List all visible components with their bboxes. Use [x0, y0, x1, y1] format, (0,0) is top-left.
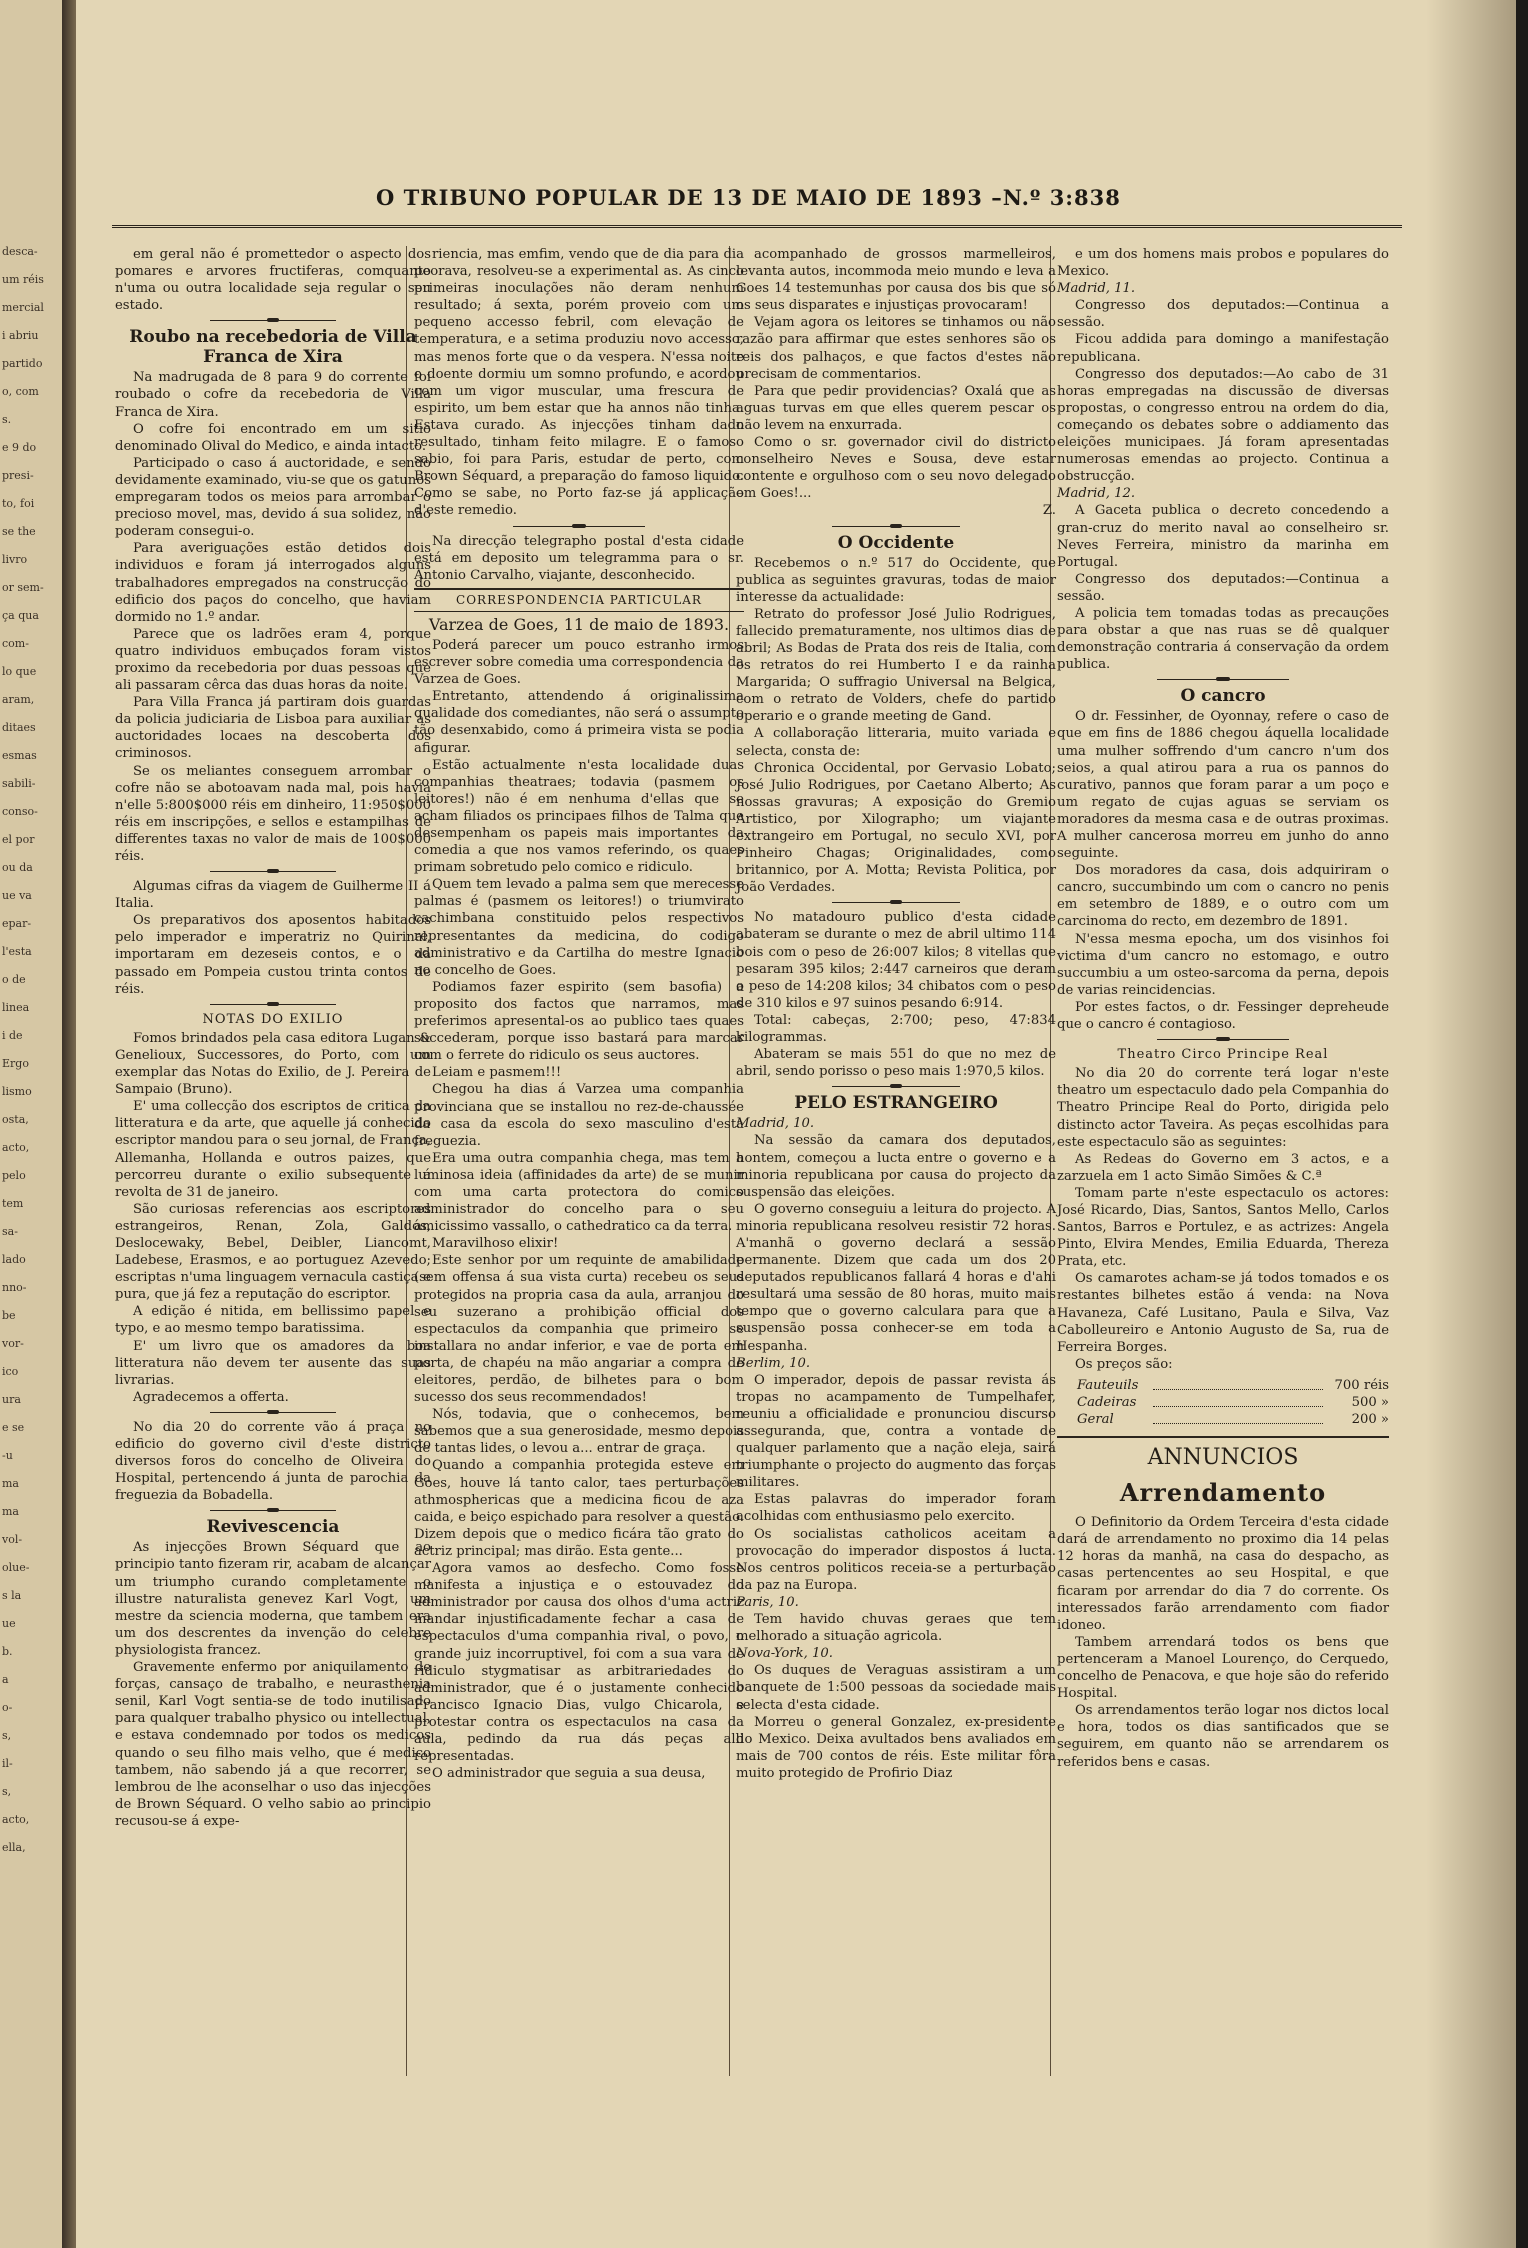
- adjacent-page-fragment: s.: [2, 413, 12, 426]
- price-value: 200 »: [1351, 1412, 1389, 1428]
- price-label: Cadeiras: [1077, 1395, 1137, 1410]
- price-row: [1077, 1377, 1389, 1394]
- article-paragraph: A edição é nitida, em bellissimo papel e typo, e ao mesmo tempo baratissima.: [115, 1304, 431, 1337]
- adjacent-page-strip: [0, 0, 62, 2248]
- section-banner: CORRESPONDENCIA PARTICULAR: [414, 588, 744, 612]
- article-paragraph: Chegou ha dias á Varzea uma companhia provinciana que se installou no rez-de-chaussée da casa da escola do sexo masculino d'esta freguezia.: [414, 1082, 744, 1149]
- adjacent-page-fragment: desca-: [2, 245, 38, 258]
- adjacent-page-fragment: or sem-: [2, 581, 44, 594]
- article-paragraph: Quando a companhia protegida esteve em Goes, houve lá tanto calor, taes perturbações athmosphericas que a medicina ficou de aza caida, e beiço espichado para resolver a questão. Dizem depois que o medico ficára tão grato do actriz principal; mas dirão. Esta gente...: [414, 1458, 744, 1559]
- section-separator: [832, 1086, 960, 1087]
- adjacent-page-fragment: ue va: [2, 889, 32, 902]
- dateline: Madrid, 12.: [1057, 486, 1136, 502]
- article-paragraph: Os socialistas catholicos aceitam a provocação do imperador dispostos á lucta. Nos centros politicos receia-se a perturbação da paz na Europa.: [736, 1526, 1056, 1593]
- adjacent-page-fragment: um réis: [2, 273, 44, 286]
- article-paragraph: Agora vamos ao desfecho. Como fosse manifesta a injustiça e o estouvadez do administrador por causa dos olhos d'uma actriz mandar injustificadamente fechar a casa de espectaculos d'uma companhia rival, o povo, o grande juiz incorruptivel, foi com a sua vara de ridiculo stygmatisar as arbitrariedades do administrador, que é o justamente conhecido Francisco Ignacio Dias, vulgo Chicarola, e protestar contra os espectaculos na casa da aula, pedindo da rua dás peças alli representadas.: [414, 1561, 744, 1765]
- adjacent-page-fragment: mercial: [2, 301, 44, 314]
- adjacent-page-fragment: o, com: [2, 385, 39, 398]
- adjacent-page-fragment: aram,: [2, 693, 35, 706]
- section-separator: [210, 1412, 336, 1413]
- article-paragraph: Congresso dos deputados:—Ao cabo de 31 horas empregadas na discussão de diversas propostas, o congresso entrou na ordem do dia, começando os debates sobre o addiamento das eleições municipaes. Já foram apresentadas numerosas emendas ao projecto. Continua a obstrucção.: [1057, 366, 1389, 485]
- article-paragraph: Morreu o general Gonzalez, ex-presidente do Mexico. Deixa avultados bens avaliados em mais de 700 contos de réis. Este militar fôra muito protegido de Profirio Diaz: [736, 1714, 1056, 1781]
- article-paragraph: acompanhado de grossos marmelleiros, levanta autos, incommoda meio mundo e leva a Goes 14 testemunhas por causa dos bis que só os seus disparates e injustiças provocaram!: [736, 247, 1056, 314]
- article-paragraph: As Redeas do Governo em 3 actos, e a zarzuela em 1 acto Simão Simões & C.ª: [1057, 1151, 1389, 1184]
- adjacent-page-fragment: acto,: [2, 1813, 30, 1826]
- adjacent-page-fragment: partido: [2, 357, 43, 370]
- article-paragraph: Leiam e pasmem!!!: [432, 1065, 562, 1081]
- adjacent-page-fragment: s,: [2, 1729, 12, 1742]
- adjacent-page-fragment: il-: [2, 1757, 13, 1770]
- adjacent-page-fragment: ça qua: [2, 609, 39, 622]
- article-paragraph: Recebemos o n.º 517 do Occidente, que publica as seguintes gravuras, todas de maior interesse da actualidade:: [736, 555, 1056, 605]
- article-paragraph: No dia 20 do corrente terá logar n'este theatro um espectaculo dado pela Companhia do Theatro Principe Real do Porto, dirigida pelo distincto actor Taveira. As peças escolhidas para este espectaculo são as seguintes:: [1057, 1066, 1389, 1150]
- article-paragraph: No dia 20 do corrente vão á praça no edificio do governo civil d'este districto diversos foros do concelho de Oliveira do Hospital, pertencendo á junta de parochia da freguezia da Bobadella.: [115, 1419, 431, 1504]
- article-paragraph: Entretanto, attendendo á originalissima qualidade dos comediantes, não será o assumpto tão desenxabido, como á primeira vista se podia afigurar.: [414, 689, 744, 756]
- adjacent-page-fragment: el por: [2, 833, 35, 846]
- article-paragraph: Na madrugada de 8 para 9 do corrente foi roubado o cofre da recebedoria de Villa Franca de Xira.: [115, 370, 431, 420]
- dateline: Madrid, 10.: [736, 1116, 815, 1132]
- article-paragraph: riencia, mas emfim, vendo que de dia para dia peorava, resolveu-se a experimental as. As cinco primeiras inoculações não deram nenhum resultado; á sexta, porém proveio com um pequeno accesso febril, com elevação de temperatura, e a setima produziu novo accesso, mas menos forte que o da vespera. N'essa noite o doente dormiu um somno profundo, e acordou com um vigor muscular, uma frescura de espirito, um bem estar que ha annos não tinha. Estava curado. As injecções tinham dado resultado, tinham feito milagre. E o famoso sabio, foi para Paris, estudar de perto, com Brown Séquard, a preparação do famoso liquido. Como se sabe, no Porto faz-se já applicação d'este remedio.: [414, 247, 744, 519]
- signature: Z.: [1042, 503, 1056, 519]
- article-paragraph: Por estes factos, o dr. Fessinger depreheude que o cancro é contagioso.: [1057, 999, 1389, 1033]
- adjacent-page-fragment: ma: [2, 1505, 19, 1518]
- section-separator: [210, 1510, 336, 1511]
- article-paragraph: Poderá parecer um pouco estranho irmos escrever sobre comedia uma correspondencia da Varzea de Goes.: [414, 637, 744, 688]
- article-heading: Theatro Circo Principe Real: [1117, 1047, 1329, 1063]
- adjacent-page-fragment: ue: [2, 1617, 16, 1630]
- adjacent-page-fragment: s,: [2, 1785, 12, 1798]
- adjacent-page-fragment: e 9 do: [2, 441, 37, 454]
- leader-dots: [1153, 1377, 1323, 1390]
- article-paragraph: A Gaceta publica o decreto concedendo a gran-cruz do merito naval ao conselheiro sr. Neves Ferreira, ministro da marinha em Portugal.: [1057, 503, 1389, 570]
- article-heading: PELO ESTRANGEIRO: [794, 1093, 998, 1114]
- article-paragraph: Abateram se mais 551 do que no mez de abril, sendo porisso o peso mais 1:970,5 kilos.: [736, 1047, 1056, 1080]
- article-paragraph: A collaboração litteraria, muito variada e selecta, consta de:: [736, 726, 1056, 759]
- adjacent-page-fragment: vor-: [2, 1337, 24, 1350]
- price-row: [1077, 1394, 1389, 1411]
- article-paragraph: O governo conseguiu a leitura do projecto. A minoria republicana resolveu resistir 72 horas. A'manhã o governo declará a sessão permanente. Dizem que cada um dos 20 deputados republicanos fallará 4 horas e d'ahi resultará uma sessão de 80 horas, muito mais tempo que o governo calculara para que a suspensão possa conhecer-se em toda a Hespanha.: [736, 1201, 1056, 1354]
- article-paragraph: Total: cabeças, 2:700; peso, 47:834 kilogrammas.: [736, 1012, 1056, 1046]
- article-paragraph: Os arrendamentos terão logar nos dictos local e hora, todos os dias santificados que se seguirem, em quanto não se arrendarem os referidos bens e casas.: [1057, 1703, 1389, 1770]
- article-paragraph: Chronica Occidental, por Gervasio Lobato; José Julio Rodrigues, por Caetano Alberto; As nossas gravuras; A exposição do Gremio Artistico, por Xilographo; um viajante extrangeiro em Portugal, no seculo XVI, por Pinheiro Chagas; Originalidades, como britannico, por A. Motta; Revista Politica, por João Verdades.: [736, 760, 1056, 896]
- article-heading: Roubo na recebedoria de Villa Franca de Xira: [129, 327, 417, 368]
- adjacent-page-fragment: acto,: [2, 1141, 30, 1154]
- section-separator: [210, 320, 336, 321]
- adjacent-page-fragment: b.: [2, 1645, 13, 1658]
- leader-dots: [1153, 1411, 1323, 1424]
- article-paragraph: No matadouro publico d'esta cidade abateram se durante o mez de abril ultimo 114 bois com o peso de 26:007 kilos; 8 vitellas que pesaram 395 kilos; 2:447 carneiros que deram o peso de 14:208 kilos; 34 chibatos com o peso de 310 kilos e 97 suinos pesando 6:914.: [736, 910, 1056, 1011]
- adjacent-page-fragment: i abriu: [2, 329, 39, 342]
- column-4: [1057, 246, 1389, 1771]
- article-paragraph: Parece que os ladrões eram 4, porque quatro individuos embuçados foram vistos proximo da recebedoria por duas pessoas que ali passaram cêrca das duas horas da noite.: [115, 626, 431, 694]
- header-rule: [112, 225, 1402, 228]
- dateline: Paris, 10.: [736, 1594, 799, 1610]
- section-separator: [210, 871, 336, 872]
- newspaper-page: [76, 0, 1516, 2248]
- section-separator: [1157, 679, 1290, 680]
- article-paragraph: Se os meliantes conseguem arrombar o cofre não se abotoavam nada mal, pois havia n'elle 5:800$000 réis em dinheiro, 11:950$000 réis em inscripções, e sellos e estampilhas de differentes taxas no valor de mais de 100$000 réis.: [115, 763, 431, 864]
- price-row: [1077, 1411, 1389, 1428]
- column-2: [414, 246, 744, 1782]
- article-paragraph: Vejam agora os leitores se tinhamos ou não razão para affirmar que estes senhores são os reis dos palhaços, e que factos d'estes não precisam de commentarios.: [736, 315, 1056, 382]
- article-heading: O cancro: [1180, 686, 1266, 707]
- article-paragraph: Dos moradores da casa, dois adquiriram o cancro, succumbindo um com o cancro no penis em setembro de 1889, e o outro com um carcinoma do recto, em dezembro de 1891.: [1057, 863, 1389, 930]
- article-paragraph: e um dos homens mais probos e populares do Mexico.: [1057, 247, 1389, 280]
- adjacent-page-fragment: l'esta: [2, 945, 32, 958]
- article-paragraph: O administrador que seguia a sua deusa,: [432, 1766, 706, 1782]
- article-paragraph: N'essa mesma epocha, um dos visinhos foi victima d'um cancro no estomago, e outro succumbiu a um osteo-sarcoma da perna, depois de varias reincidencias.: [1057, 931, 1389, 998]
- leader-dots: [1153, 1394, 1323, 1407]
- section-separator: [832, 526, 960, 527]
- adjacent-page-fragment: linea: [2, 1001, 30, 1014]
- adjacent-page-fragment: sabili-: [2, 777, 36, 790]
- article-paragraph: em geral não é promettedor o aspecto dos pomares e arvores fructiferas, comquanto n'uma ou outra localidade seja regular o seu estado.: [115, 247, 431, 314]
- adjacent-page-fragment: o de: [2, 973, 26, 986]
- article-paragraph: Estão actualmente n'esta localidade duas companhias theatraes; todavia (pasmem os leitores!) não é em nenhuma d'ellas que se acham filiados os principaes filhos de Talma que desempenham os papeis mais importantes da comedia a que nos vamos referindo, os quaes primam sobretudo pelo comico e ridiculo.: [414, 757, 744, 876]
- article-paragraph: Algumas cifras da viagem de Guilherme II á Italia.: [115, 879, 431, 912]
- column-1: [115, 246, 431, 1830]
- adjacent-page-fragment: sa-: [2, 1225, 18, 1238]
- article-paragraph: Agradecemos a offerta.: [133, 1389, 289, 1405]
- article-paragraph: O imperador, depois de passar revista ás tropas no acampamento de Tumpelhafer, reuniu a officialidade e pronunciou discurso asseguranda, que, contra a vontade de qualquer parlamento que a nação eleja, sairá triumphante o projecto do augmento das forças militares.: [736, 1372, 1056, 1491]
- adjacent-page-fragment: Ergo: [2, 1057, 29, 1070]
- article-paragraph: O Definitorio da Ordem Terceira d'esta cidade dará de arrendamento no proximo dia 14 pelas 12 horas da manhã, na casa do despacho, as casas pertencentes ao seu Hospital, e que ficaram por arrendar do dia 7 do corrente. Os interessados farão arrendamento com fiador idoneo.: [1057, 1515, 1389, 1633]
- article-paragraph: O cofre foi encontrado em um sitio denominado Olival do Medico, e ainda intacto.: [115, 421, 431, 454]
- article-heading: O Occidente: [837, 532, 955, 553]
- article-paragraph: Maravilhoso elixir!: [432, 1236, 559, 1252]
- adjacent-page-fragment: ditaes: [2, 721, 36, 734]
- column-3: [736, 246, 1056, 1782]
- article-paragraph: E' um livro que os amadores da boa litteratura não devem ter ausente das suas livrarias.: [115, 1338, 431, 1388]
- section-separator: [832, 902, 960, 903]
- section-banner: ANNUNCIOS: [1057, 1436, 1389, 1472]
- adjacent-page-fragment: lismo: [2, 1085, 32, 1098]
- adjacent-page-fragment: to, foi: [2, 497, 35, 510]
- article-paragraph: Nós, todavia, que o conhecemos, bem sabemos que a sua generosidade, mesmo depois de tantas lides, o levou a... entrar de graça.: [414, 1407, 744, 1457]
- adjacent-page-fragment: s la: [2, 1589, 22, 1602]
- article-paragraph: Para que pedir providencias? Oxalá que as aguas turvas em que elles querem pescar os não levem na enxurrada.: [736, 383, 1056, 433]
- adjacent-page-fragment: nno-: [2, 1281, 27, 1294]
- article-paragraph: A policia tem tomadas todas as precauções para obstar a que nas ruas se dê qualquer demonstração contraria á conservação da ordem publica.: [1057, 605, 1389, 673]
- article-paragraph: Fomos brindados pela casa editora Lugan & Genelioux, Successores, do Porto, com um exemplar das Notas do Exilio, de J. Pereira de Sampaio (Bruno).: [115, 1030, 431, 1098]
- article-paragraph: Este senhor por um requinte de amabilidade (sem offensa á sua vista curta) recebeu os seus protegidos na propria casa da aula, arranjou do seu suzerano a prohibição official dos espectaculos da companhia que primeiro se installara no andar inferior, e vae de porta em porta, de chapéu na mão angariar a compra de eleitores, perdão, de bilhetes para o bom sucesso dos seus recommendados!: [414, 1253, 744, 1406]
- article-paragraph: Os duques de Veraguas assistiram a um banquete de 1:500 pessoas da sociedade mais selecta d'esta cidade.: [736, 1663, 1056, 1713]
- article-paragraph: Os preços são:: [1075, 1356, 1173, 1372]
- price-list: [1077, 1377, 1389, 1428]
- article-paragraph: Podiamos fazer espirito (sem basofia) a proposito dos factos que narramos, mas preferimos apresental-os ao publico taes quaes succederam, porque isso bastará para marcar com o ferrete do ridiculo os seus auctores.: [414, 979, 744, 1064]
- article-paragraph: Participado o caso á auctoridade, e sendo devidamente examinado, viu-se que os gatunos empregaram todos os meios para arrombar o precioso movel, mas, devido á sua solidez, não poderam consegui-o.: [115, 455, 431, 540]
- adjacent-page-fragment: lado: [2, 1253, 26, 1266]
- article-paragraph: Como o sr. governador civil do districto conselheiro Neves e Sousa, deve estar contente e orgulhoso com o seu novo delegado em Goes!...: [736, 435, 1056, 502]
- article-paragraph: Para averiguações estão detidos dois individuos e foram já interrogados alguns trabalhadores empregados na construcção do edificio dos paços do concelho, que haviam dormido no 1.º andar.: [115, 541, 431, 625]
- section-separator: [210, 1004, 336, 1005]
- page-header: O TRIBUNO POPULAR DE 13 DE MAIO DE 1893 –N.º 3:838: [376, 185, 1121, 210]
- article-heading: NOTAS DO EXILIO: [202, 1011, 344, 1027]
- adjacent-page-fragment: tem: [2, 1197, 24, 1210]
- adjacent-page-fragment: livro: [2, 553, 28, 566]
- adjacent-page-fragment: ella,: [2, 1841, 26, 1854]
- article-paragraph: E' uma collecção dos escriptos de critica da litteratura e da arte, que aquelle já conhecido escriptor mandou para o seu jornal, de França, Allemanha, Hollanda e outros paizes, que percorreu durante o exilio subsequente á revolta de 31 de janeiro.: [115, 1099, 431, 1200]
- adjacent-page-fragment: esmas: [2, 749, 37, 762]
- article-paragraph: Tomam parte n'este espectaculo os actores: José Ricardo, Dias, Santos, Santos Mello, Carlos Santos, Barros e Portulez, e as actrizes: Angela Pinto, Elvira Mendes, Emilia Eduarda, Thereza Prata, etc.: [1057, 1185, 1389, 1270]
- adjacent-page-fragment: -u: [2, 1449, 13, 1462]
- section-separator: [513, 526, 645, 527]
- adjacent-page-fragment: ou da: [2, 861, 33, 874]
- adjacent-page-fragment: epar-: [2, 917, 32, 930]
- dateline: Berlim, 10.: [736, 1355, 811, 1371]
- adjacent-page-fragment: pelo: [2, 1169, 26, 1182]
- adjacent-page-fragment: vol-: [2, 1533, 23, 1546]
- dateline: Nova-York, 10.: [736, 1646, 833, 1662]
- article-paragraph: Estas palavras do imperador foram acolhidas com enthusiasmo pelo exercito.: [736, 1492, 1056, 1525]
- article-paragraph: Gravemente enfermo por aniquilamento de forças, cansaço de trabalho, e neurasthenia senil, Karl Vogt sentia-se de todo inutilisado para qualquer trabalho physico ou intellectual, e estava condemnado por todos os medicos quando o seu filho mais velho, que é medico tambem, não sabendo já a que recorrer, se lembrou de lhe aconselhar o uso das injecções de Brown Séquard. O velho sabio ao principio recusou-se á expe-: [115, 1660, 431, 1829]
- advert-heading: Arrendamento: [1119, 1478, 1327, 1508]
- page-gutter: [62, 0, 76, 2248]
- adjacent-page-fragment: o-: [2, 1701, 13, 1714]
- article-paragraph: Para Villa Franca já partiram dois guardas da policia judiciaria de Lisboa para auxiliar as auctoridades locaes na descoberta dos criminosos.: [115, 695, 431, 762]
- article-paragraph: Na direcção telegrapho postal d'esta cidade está em deposito um telegramma para o sr. Antonio Carvalho, viajante, desconhecido.: [414, 533, 744, 583]
- adjacent-page-fragment: ma: [2, 1477, 19, 1490]
- article-paragraph: Na sessão da camara dos deputados, hontem, começou a lucta entre o governo e a minoria republicana por causa do projecto da suspensão das eleições.: [736, 1133, 1056, 1200]
- article-heading: Revivescencia: [206, 1517, 340, 1538]
- adjacent-page-fragment: osta,: [2, 1113, 29, 1126]
- adjacent-page-fragment: ico: [2, 1365, 19, 1378]
- article-paragraph: As injecções Brown Séquard que ao principio tanto fizeram rir, acabam de alcançar um triumpho curando completamente o illustre naturalista genevez Karl Vogt, um mestre da sciencia moderna, que tambem era um dos descrentes da invenção do celebre physiologista francez.: [115, 1540, 431, 1658]
- dateline: Madrid, 11.: [1057, 281, 1136, 297]
- article-paragraph: Congresso dos deputados:—Continua a sessão.: [1057, 571, 1389, 604]
- article-paragraph: São curiosas referencias aos escriptores estrangeiros, Renan, Zola, Galdós, Deslocewaky, Bebel, Deibler, Liancomt, Ladebese, Erasmos, e ao portuguez Azevedo; escriptas n'uma linguagem vernacula castiça e pura, que já fez a reputação do escriptor.: [115, 1201, 431, 1303]
- price-value: 700 réis: [1334, 1377, 1389, 1393]
- adjacent-page-fragment: com-: [2, 637, 29, 650]
- article-paragraph: Quem tem levado a palma sem que merecesse palmas é (pasmem os leitores!) o triumvirato cachimbana constituido pelos respectivos representantes da medicina, do codigo administrativo e da Cartilha do mestre Ignacio no concelho de Goes.: [414, 877, 744, 978]
- article-paragraph: Tambem arrendará todos os bens que pertenceram a Manoel Lourenço, do Cerquedo, concelho de Penacova, e que hoje são do referido Hospital.: [1057, 1634, 1389, 1702]
- adjacent-page-fragment: presi-: [2, 469, 34, 482]
- adjacent-page-fragment: be: [2, 1309, 16, 1322]
- adjacent-page-fragment: olue-: [2, 1561, 30, 1574]
- section-separator: [1157, 1039, 1290, 1040]
- dateline: Varzea de Goes, 11 de maio de 1893.: [428, 614, 730, 634]
- adjacent-page-fragment: i de: [2, 1029, 23, 1042]
- price-value: 500 »: [1351, 1395, 1389, 1410]
- article-paragraph: Os camarotes acham-se já todos tomados e os restantes bilhetes estão á venda: na Nova Havaneza, Café Lusitano, Paula e Silva, Vaz Cabolleureiro e Antonio Augusto de Sa, rua de Ferreira Borges.: [1057, 1271, 1389, 1355]
- article-paragraph: O dr. Fessinher, de Oyonnay, refere o caso de que em fins de 1886 chegou áquella localidade uma mulher soffrendo d'um cancro n'um dos seios, a qual atirou para a rua os pannos do curativo, pannos que foram parar a um poço e um regato de cujas aguas se serviam os moradores da mesma casa e de outras proximas. A mulher cancerosa morreu em junho do anno seguinte.: [1057, 709, 1389, 862]
- adjacent-page-fragment: se the: [2, 525, 36, 538]
- adjacent-page-fragment: conso-: [2, 805, 38, 818]
- article-paragraph: Os preparativos dos aposentos habitados pelo imperador e imperatriz no Quirinal, importaram em dezeseis contos, e o da passado em Pompeia custou trinta contos de réis.: [115, 913, 431, 997]
- price-label: Fauteuils: [1077, 1377, 1139, 1393]
- adjacent-page-fragment: lo que: [2, 665, 37, 678]
- price-label: Geral: [1077, 1412, 1114, 1428]
- article-paragraph: Era uma outra companhia chega, mas tem a luminosa ideia (affinidades da arte) de se munir com uma carta protectora do comico administrador do concelho para o seu amicissimo vassallo, o cathedratico ca da terra.: [414, 1150, 744, 1235]
- article-paragraph: Tem havido chuvas geraes que tem melhorado a situação agricola.: [736, 1612, 1056, 1645]
- article-paragraph: Ficou addida para domingo a manifestação republicana.: [1057, 332, 1389, 365]
- article-paragraph: Retrato do professor José Julio Rodrigues, fallecido prematuramente, nos ultimos dias de abril; As Bodas de Prata dos reis de Italia, com os retratos do rei Humberto I e da rainha Margarida; O suffragio Universal na Belgica, com o retrato de Volders, chefe do partido operario e o grande meeting de Gand.: [736, 606, 1056, 725]
- adjacent-page-fragment: ura: [2, 1393, 21, 1406]
- adjacent-page-fragment: a: [2, 1673, 9, 1686]
- article-paragraph: Congresso dos deputados:—Continua a sessão.: [1057, 298, 1389, 331]
- adjacent-page-fragment: e se: [2, 1421, 25, 1434]
